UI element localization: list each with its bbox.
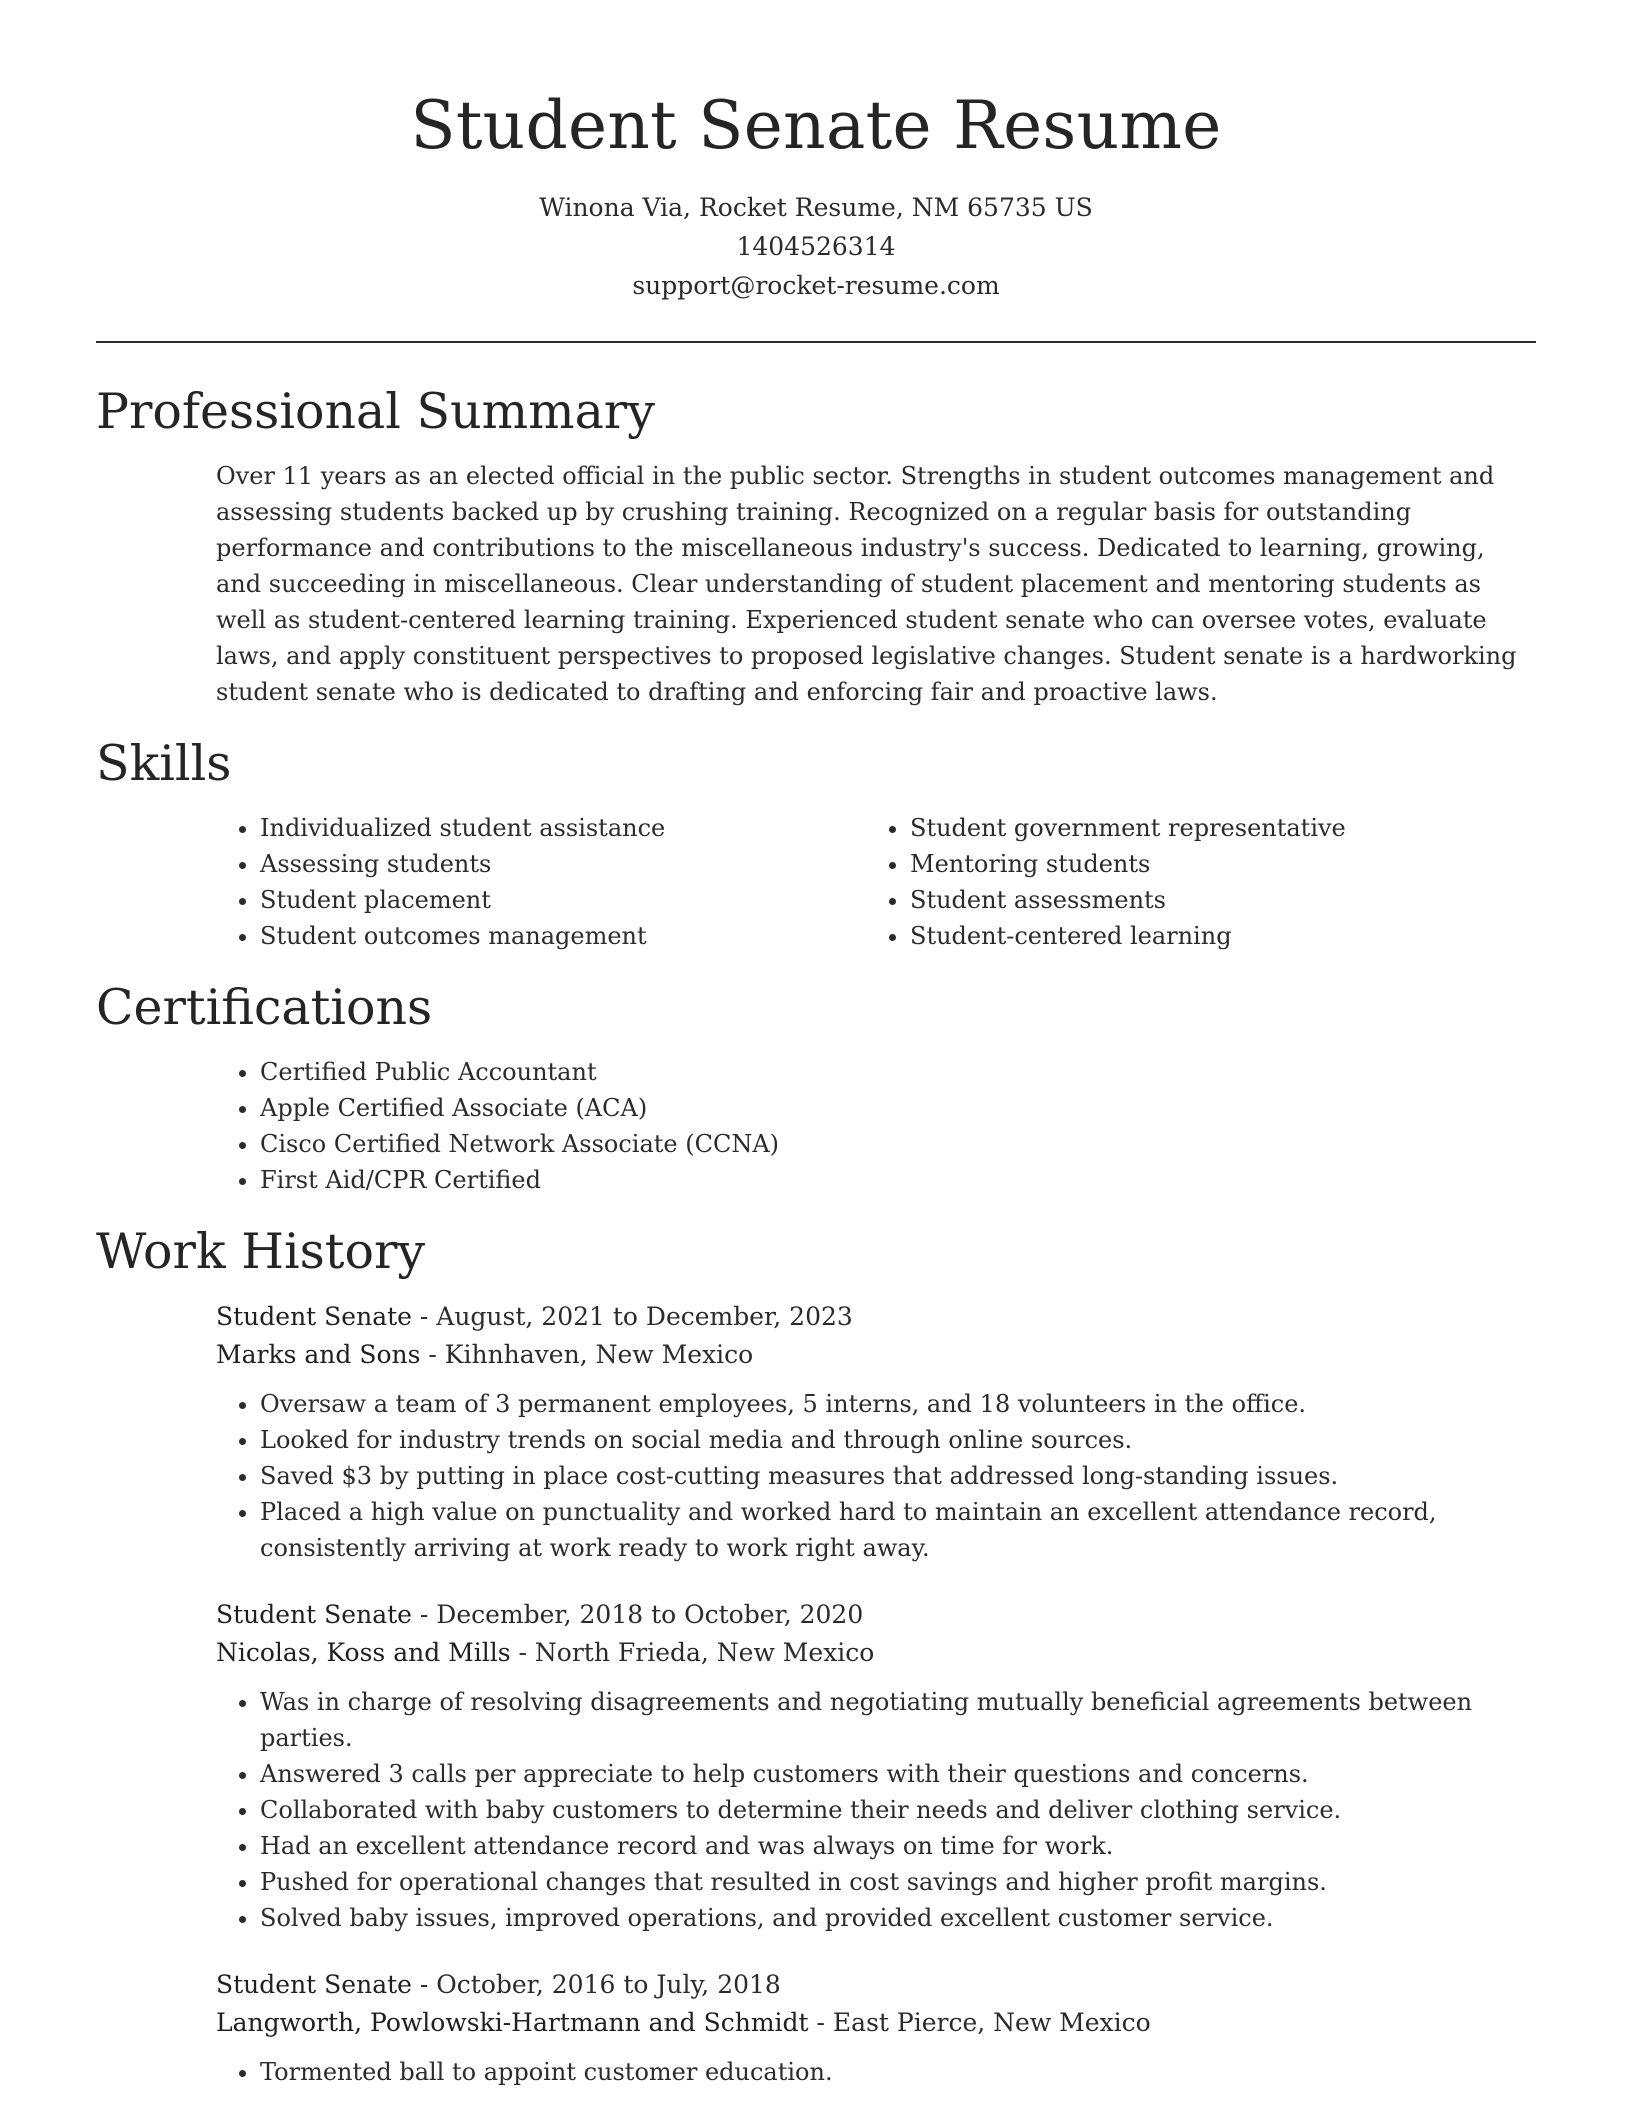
job-bullets [216, 1684, 1536, 1936]
job-company-line [216, 2004, 1536, 2042]
job-bullet: • Was in charge of resolving disagreements and negotiating mutually beneficial agreements between parties. [260, 1684, 1536, 1756]
job-bullet: • Collaborated with baby customers to determine their needs and deliver clothing service. [260, 1792, 1536, 1828]
job-dates: - October, 2016 to July, 2018 [411, 1970, 781, 1999]
job-dates: - August, 2021 to December, 2023 [411, 1302, 853, 1331]
section-title-skills: Skills [96, 735, 232, 792]
job-dates: - December, 2018 to October, 2020 [411, 1600, 864, 1629]
job-company-line [216, 1336, 1536, 1374]
resume-header [0, 0, 1632, 305]
skills-column-left [216, 810, 866, 954]
skills-column-right [866, 810, 1516, 954]
job-bullet: • Tormented ball to appoint customer education. [260, 2054, 1536, 2090]
skill-item: • Student placement [260, 882, 866, 918]
certification-item: • Cisco Certified Network Associate (CCNA) [260, 1126, 1536, 1162]
job-bullets [216, 2054, 1536, 2090]
job-title-line [216, 1298, 1536, 1336]
certification-item: • First Aid/CPR Certified [260, 1162, 1536, 1198]
job-bullet: • Placed a high value on punctuality and worked hard to maintain an excellent attendance record, consistently arriving at work ready to work right away. [260, 1494, 1536, 1566]
skill-item: • Mentoring students [910, 846, 1516, 882]
resume-title: Student Senate Resume [410, 87, 1222, 164]
contact-email: support@rocket-resume.com [632, 271, 1000, 300]
contact-address: Winona Via, Rocket Resume, NM 65735 US [539, 193, 1093, 222]
job-entry [216, 1298, 1536, 1566]
section-title-work-history: Work History [96, 1223, 426, 1280]
section-title-summary: Professional Summary [96, 383, 655, 440]
job-company: Marks and Sons [216, 1340, 421, 1369]
job-company: Langworth, Powlowski-Hartmann and Schmidt [216, 2008, 809, 2037]
job-location: - Kihnhaven, New Mexico [420, 1340, 754, 1369]
certifications-list [216, 1054, 1536, 1198]
job-location: - East Pierce, New Mexico [808, 2008, 1151, 2037]
job-bullet: • Oversaw a team of 3 permanent employees, 5 interns, and 18 volunteers in the office. [260, 1386, 1536, 1422]
summary-text: Over 11 years as an elected official in the public sector. Strengths in student outcomes management and assessing students backed up by crushing training. Recognized on a regular basis for outstanding performance and contributions to the miscellaneous industry's success. Dedicated to learning, growing, and succeeding in miscellaneous. Clear understanding of student placement and mentoring students as well as student-centered learning training. Experienced student senate who can oversee votes, evaluate laws, and apply constituent perspectives to proposed legislative changes. Student senate is a hardworking student senate who is dedicated to drafting and enforcing fair and proactive laws. [216, 462, 1517, 706]
certification-item: • Certified Public Accountant [260, 1054, 1536, 1090]
job-title: Student Senate [216, 1970, 412, 1999]
job-bullet: • Answered 3 calls per appreciate to help customers with their questions and concerns. [260, 1756, 1536, 1792]
header-divider [96, 341, 1536, 343]
job-bullet: • Solved baby issues, improved operations, and provided excellent customer service. [260, 1900, 1536, 1936]
section-title-certifications: Certifications [96, 979, 433, 1036]
job-bullet: • Saved $3 by putting in place cost-cutting measures that addressed long-standing issues. [260, 1458, 1536, 1494]
skill-item: • Individualized student assistance [260, 810, 866, 846]
skill-item: • Student assessments [910, 882, 1516, 918]
job-bullet: • Looked for industry trends on social media and through online sources. [260, 1422, 1536, 1458]
work-history [216, 1298, 1536, 2090]
skill-item: • Assessing students [260, 846, 866, 882]
skill-item: • Student government representative [910, 810, 1516, 846]
job-bullets [216, 1386, 1536, 1566]
job-bullet: • Pushed for operational changes that resulted in cost savings and higher profit margins. [260, 1864, 1536, 1900]
skills-list [216, 810, 1536, 954]
job-company-line [216, 1634, 1536, 1672]
skill-item: • Student-centered learning [910, 918, 1516, 954]
resume-content [96, 380, 1536, 2090]
job-entry [216, 1966, 1536, 2090]
job-entry [216, 1596, 1536, 1936]
job-company: Nicolas, Koss and Mills [216, 1638, 511, 1667]
job-title-line [216, 1966, 1536, 2004]
job-location: - North Frieda, New Mexico [510, 1638, 875, 1667]
skill-item: • Student outcomes management [260, 918, 866, 954]
job-title: Student Senate [216, 1600, 412, 1629]
certification-item: • Apple Certified Associate (ACA) [260, 1090, 1536, 1126]
contact-block [0, 188, 1632, 305]
job-title: Student Senate [216, 1302, 412, 1331]
job-bullet: • Had an excellent attendance record and was always on time for work. [260, 1828, 1536, 1864]
job-title-line [216, 1596, 1536, 1634]
contact-phone: 1404526314 [736, 232, 896, 261]
